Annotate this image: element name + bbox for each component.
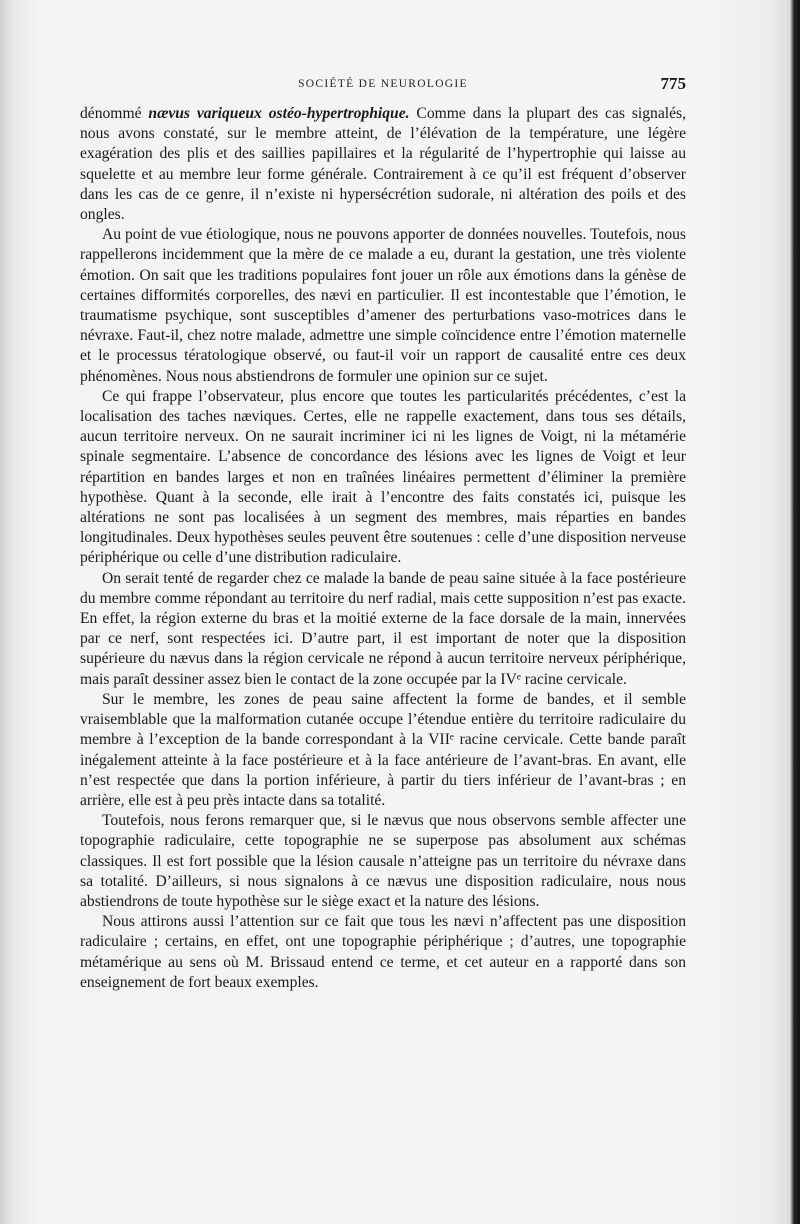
page-header [80, 74, 686, 96]
page-number: 775 [660, 74, 686, 93]
paragraph-3: Ce qui frappe l’observateur, plus encore que toutes les particularités précédentes, c’est la localisation des taches næviques. Certes, elle ne rappelle exactement, dans tous ses détails, aucun territoire nerveux. On ne saurait incriminer ici ni les lignes de Voigt, ni la métamérie spinale segmentaire. L’absence de concordance des lésions avec les lignes de Voigt et leur répartition en bandes larges et non en traînées linéaires permettent d’éliminer la première hypothèse. Quant à la seconde, elle irait à l’encontre des faits constatés ici, puisque les altérations ne sont pas localisées à un segment des membres, mais réparties en bandes longitudinales. Deux hypothèses seules peuvent être soutenues : celle d’une disposition nerveuse périphérique ou celle d’une distribution radiculaire. [80, 387, 686, 567]
paragraph-4: On serait tenté de regarder chez ce malade la bande de peau saine située à la face postérieure du membre comme répondant au territoire du nerf radial, mais cette supposition n’est pas exacte. En effet, la région externe du bras et la moitié externe de la face dorsale de la main, innervées par ce nerf, sont respectées ici. D’autre part, il est important de noter que la disposition supérieure du nævus dans la région cervicale ne répond à aucun territoire nerveux périphérique, mais paraît dessiner assez bien le contact de la zone occupée par la IVᵉ racine cervicale. [80, 569, 686, 688]
paragraph-7: Nous attirons aussi l’attention sur ce fait que tous les nævi n’affectent pas une disposition radiculaire ; certains, en effet, ont une topographie périphérique ; d’autres, une topographie métamérique au sens où M. Brissaud entend ce terme, et cet auteur en a rapporté dans son enseignement de fort beaux exemples. [80, 913, 686, 991]
paragraph-1 [80, 104, 686, 225]
running-title: SOCIÉTÉ DE NEUROLOGIE [298, 78, 468, 90]
paragraph-6: Toutefois, nous ferons remarquer que, si le nævus que nous observons semble affecter une topographie radiculaire, cette topographie ne se superpose pas absolument aux schémas classiques. Il est fort possible que la lésion causale n’atteigne pas un territoire du névraxe dans sa totalité. D’ailleurs, si nous signalons à ce nævus une disposition radiculaire, nous nous abstiendrons de toute hypothèse sur le siège exact et la nature des lésions. [80, 812, 686, 910]
paragraph-5: Sur le membre, les zones de peau saine affectent la forme de bandes, et il semble vraisemblable que la malformation cutanée occupe l’étendue entière du territoire radiculaire du membre à l’exception de la bande correspondant à la VIIᵉ racine cervicale. Cette bande paraît inégalement atteinte à la face postérieure et à la face antérieure de l’avant-bras. En avant, elle n’est respectée que dans la portion inférieure, à partir du tiers inférieur de l’avant-bras ; en arrière, elle est à peu près intacte dans sa totalité. [80, 690, 686, 809]
body-text [80, 104, 686, 993]
paragraph-1-text: Comme dans la plupart des cas signalés, nous avons constaté, sur le membre atteint, de l’élévation de la température, une légère exagération des plis et des saillies papillaires et la régularité de l’hypertrophie qui laisse au squelette et au membre leur forme générale. Contrairement à ce qu’il est fréquent d’observer dans les cas de ce genre, il n’existe ni hypersécrétion sudorale, ni altération des poils et des ongles. [80, 105, 686, 224]
paragraph-1-emphasis: nævus variqueux ostéo-hypertrophique. [148, 105, 410, 122]
paragraph-2: Au point de vue étiologique, nous ne pouvons apporter de données nouvelles. Toutefois, nous rappellerons incidemment que la mère de ce malade a eu, durant la gestation, une très violente émotion. On sait que les traditions populaires font jouer un rôle aux émotions dans la génèse de certaines difformités corporelles, des nævi en particulier. Il est incontestable que l’émotion, le traumatisme psychique, sont susceptibles d’amener des perturbations vaso-motrices dans le névraxe. Faut-il, chez notre malade, admettre une simple coïncidence entre l’émotion maternelle et le processus tératologique observé, ou faut-il voir un rapport de causalité entre ces deux phénomènes. Nous nous abstiendrons de formuler une opinion sur ce sujet. [80, 226, 686, 385]
paragraph-1-lead: dénommé [80, 105, 149, 122]
